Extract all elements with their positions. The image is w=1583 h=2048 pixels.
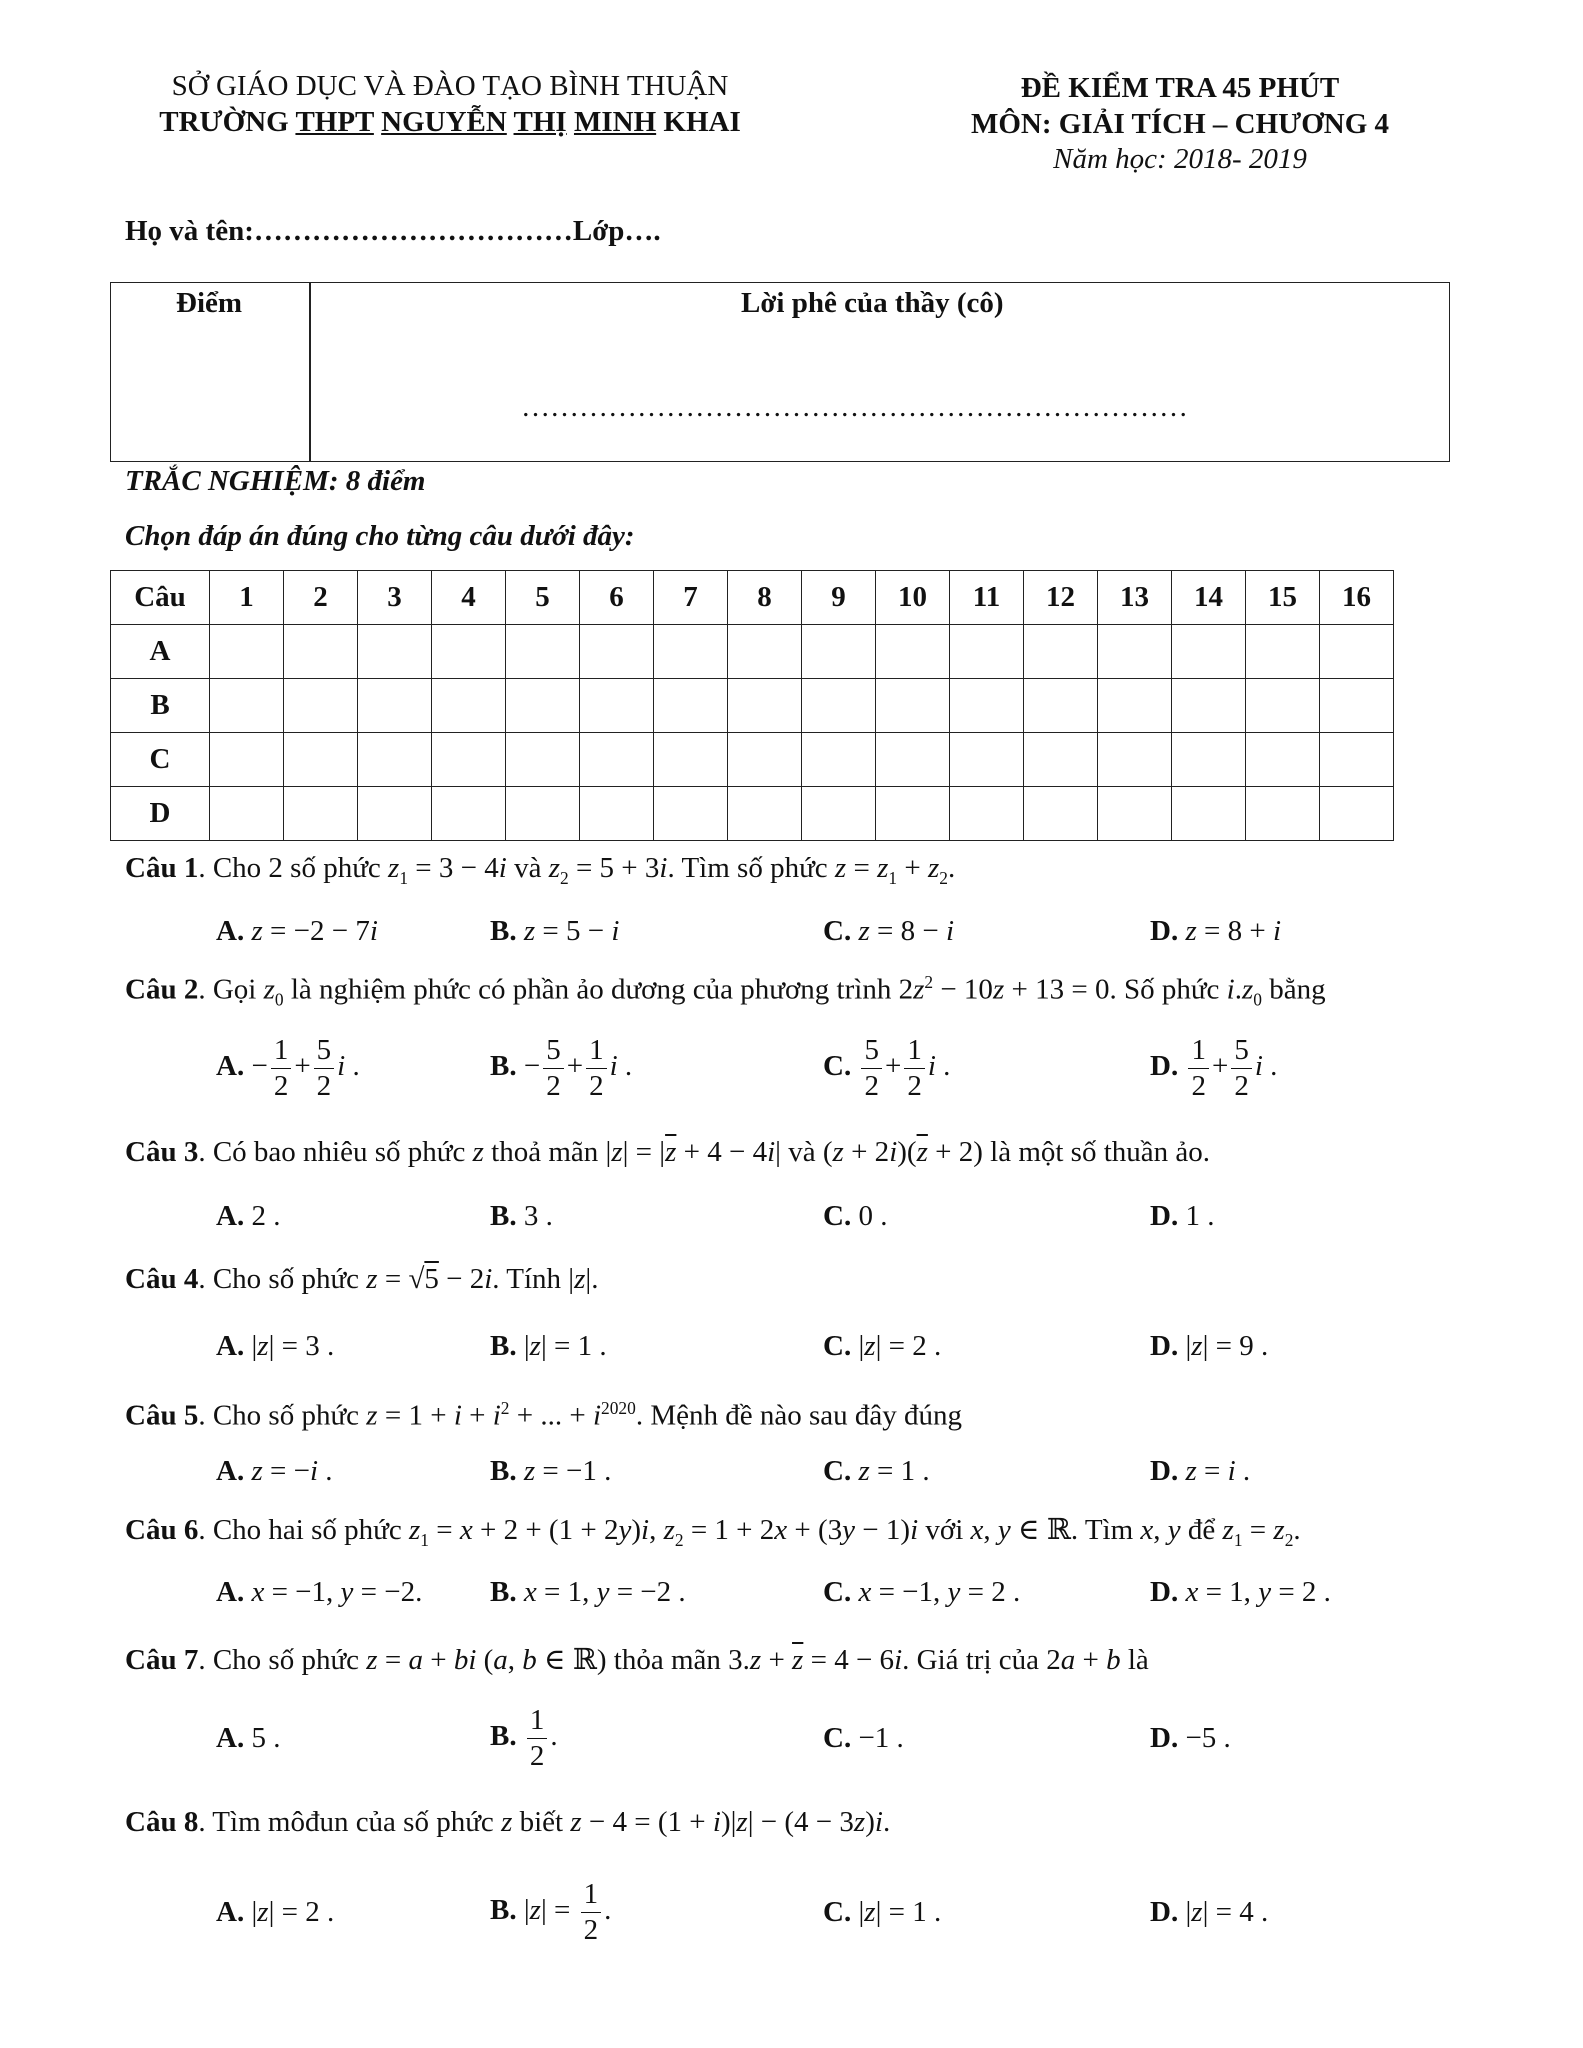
answer-cell[interactable]	[210, 733, 284, 787]
question-number: 8	[728, 571, 802, 625]
q5-option-a[interactable]: A. z = −i .	[216, 1455, 333, 1487]
answer-cell[interactable]	[580, 679, 654, 733]
q2-option-d[interactable]: D. $\frac{1}{2}$ + $\frac{5}{2}$ i .	[1150, 1034, 1278, 1102]
q5-option-d[interactable]: D. z = i .	[1150, 1455, 1251, 1487]
q6-option-a[interactable]: A. x = −1, y = −2.	[216, 1576, 423, 1608]
answer-row-d	[111, 787, 1394, 841]
answer-cell[interactable]	[876, 679, 950, 733]
answer-cell[interactable]	[284, 625, 358, 679]
answer-cell[interactable]	[1024, 787, 1098, 841]
answer-cell[interactable]	[876, 787, 950, 841]
answer-cell[interactable]	[432, 679, 506, 733]
answer-cell[interactable]	[210, 787, 284, 841]
question-number: 10	[876, 571, 950, 625]
answer-cell[interactable]	[802, 787, 876, 841]
q5-option-c[interactable]: C. z = 1 .	[823, 1455, 930, 1487]
answer-cell[interactable]	[284, 787, 358, 841]
q1-option-a[interactable]: A. z = −2 − 7i	[216, 915, 378, 947]
q5-option-b[interactable]: B. z = −1 .	[490, 1455, 612, 1487]
answer-cell[interactable]	[1098, 625, 1172, 679]
answer-cell[interactable]	[654, 787, 728, 841]
answer-cell[interactable]	[506, 787, 580, 841]
q8-option-c[interactable]: C. |z| = 1 .	[823, 1896, 942, 1928]
answer-cell[interactable]	[728, 625, 802, 679]
q3-option-a[interactable]: A. 2 .	[216, 1200, 281, 1232]
answer-cell[interactable]	[1320, 625, 1394, 679]
answer-cell[interactable]	[358, 625, 432, 679]
answer-row-a	[111, 625, 1394, 679]
subject-title: MÔN: GIẢI TÍCH – CHƯƠNG 4	[970, 108, 1390, 140]
answer-cell[interactable]	[876, 625, 950, 679]
q4-option-c[interactable]: C. |z| = 2 .	[823, 1330, 942, 1362]
answer-cell[interactable]	[728, 733, 802, 787]
grade-box	[110, 282, 1450, 462]
row-label: B	[111, 679, 210, 733]
answer-cell[interactable]	[1246, 625, 1320, 679]
answer-cell[interactable]	[950, 733, 1024, 787]
question-number: 16	[1320, 571, 1394, 625]
exam-title: ĐỀ KIỂM TRA 45 PHÚT	[1020, 72, 1340, 104]
question-number: 15	[1246, 571, 1320, 625]
question-number: 13	[1098, 571, 1172, 625]
q1-option-c[interactable]: C. z = 8 − i	[823, 915, 955, 947]
answer-cell[interactable]	[876, 733, 950, 787]
answer-cell[interactable]	[1246, 733, 1320, 787]
q1-option-d[interactable]: D. z = 8 + i	[1150, 915, 1282, 947]
answer-cell[interactable]	[1098, 679, 1172, 733]
grade-box-divider	[309, 283, 311, 461]
question-7: Câu 7. Cho số phức z = a + bi (a, b ∈ ℝ) thỏa mãn $3.z + \overline{z} = 4 - 6i$. Giá trị của 2a + b là	[125, 1644, 1149, 1676]
row-label: A	[111, 625, 210, 679]
answer-cell[interactable]	[580, 733, 654, 787]
answer-cell[interactable]	[1246, 679, 1320, 733]
answer-cell[interactable]	[1172, 679, 1246, 733]
department-name: SỞ GIÁO DỤC VÀ ĐÀO TẠO BÌNH THUẬN	[171, 70, 729, 102]
answer-row-b	[111, 679, 1394, 733]
answer-cell[interactable]	[802, 679, 876, 733]
q6-option-b[interactable]: B. x = 1, y = −2 .	[490, 1576, 686, 1608]
answer-cell[interactable]	[580, 625, 654, 679]
answer-cell[interactable]	[1098, 787, 1172, 841]
student-name-line: Họ và tên:……………………………Lớp….	[125, 215, 661, 247]
answer-cell[interactable]	[1320, 733, 1394, 787]
score-label: Điểm	[176, 287, 243, 319]
question-number: 11	[950, 571, 1024, 625]
q7-option-d[interactable]: D. −5 .	[1150, 1722, 1231, 1754]
answer-cell[interactable]	[358, 679, 432, 733]
q3-option-b[interactable]: B. 3 .	[490, 1200, 553, 1232]
school-name: TRƯỜNG THPT NGUYỄN THỊ MINH KHAI	[159, 106, 741, 138]
answer-cell[interactable]	[580, 787, 654, 841]
answer-cell[interactable]	[1320, 787, 1394, 841]
answer-cell[interactable]	[506, 625, 580, 679]
answer-cell[interactable]	[358, 787, 432, 841]
answer-cell[interactable]	[654, 625, 728, 679]
answer-cell[interactable]	[950, 625, 1024, 679]
question-number: 3	[358, 571, 432, 625]
q7-option-b[interactable]: B. $\frac{1}{2}$ .	[490, 1704, 558, 1772]
answer-cell[interactable]	[950, 679, 1024, 733]
question-number: 14	[1172, 571, 1246, 625]
q2-option-c[interactable]: C. $\frac{5}{2}$ + $\frac{1}{2}$ i .	[823, 1034, 951, 1102]
answer-cell[interactable]	[728, 787, 802, 841]
q2-option-b[interactable]: B. − $\frac{5}{2}$ + $\frac{1}{2}$ i .	[490, 1034, 633, 1102]
q6-option-c[interactable]: C. x = −1, y = 2 .	[823, 1576, 1021, 1608]
answer-cell[interactable]	[432, 733, 506, 787]
answer-sheet-table	[110, 570, 1394, 841]
answer-cell[interactable]	[432, 625, 506, 679]
question-number: 6	[580, 571, 654, 625]
q2-option-a[interactable]: A. − $\frac{1}{2}$ + $\frac{5}{2}$ i .	[216, 1034, 360, 1102]
answer-cell[interactable]	[654, 679, 728, 733]
question-6: Câu 6. Cho hai số phức $z_1 = x + 2 + (1 + 2y)i$, $z_2 = 1 + 2x + (3y - 1)i$ với x, y ∈ ℝ. Tìm x, y để $z_1 = z_2$.	[125, 1514, 1301, 1550]
q8-option-d[interactable]: D. |z| = 4 .	[1150, 1896, 1269, 1928]
q7-option-a[interactable]: A. 5 .	[216, 1722, 281, 1754]
answer-cell[interactable]	[506, 679, 580, 733]
answer-cell[interactable]	[728, 679, 802, 733]
q3-option-c[interactable]: C. 0 .	[823, 1200, 888, 1232]
question-8: Câu 8. Tìm môđun của số phức z biết z − 4 = (1 + i)|z| − (4 − 3z)i.	[125, 1806, 891, 1838]
question-4: Câu 4. Cho số phức z = √5 − 2i. Tính |z|.	[125, 1263, 599, 1295]
comment-dots: ……………………………………………………………	[521, 391, 1188, 423]
q3-option-d[interactable]: D. 1 .	[1150, 1200, 1215, 1232]
corner-cell: Câu	[111, 571, 210, 625]
question-5: Câu 5. Cho số phức $z = 1 + i + i^2$ + ... + $i^{2020}$. Mệnh đề nào sau đây đúng	[125, 1398, 962, 1432]
question-number: 12	[1024, 571, 1098, 625]
question-number: 7	[654, 571, 728, 625]
q4-option-b[interactable]: B. |z| = 1 .	[490, 1330, 607, 1362]
q8-option-b[interactable]: B. |z| = $\frac{1}{2}$ .	[490, 1878, 612, 1946]
answer-cell[interactable]	[358, 733, 432, 787]
answer-cell[interactable]	[1172, 787, 1246, 841]
answer-cell[interactable]	[284, 679, 358, 733]
q8-option-a[interactable]: A. |z| = 2 .	[216, 1896, 335, 1928]
school-year: Năm học: 2018- 2019	[1053, 143, 1307, 175]
answer-cell[interactable]	[802, 733, 876, 787]
q6-option-d[interactable]: D. x = 1, y = 2 .	[1150, 1576, 1331, 1608]
answer-header-row	[111, 571, 1394, 625]
section-instruction: Chọn đáp án đúng cho từng câu dưới đây:	[125, 520, 635, 552]
q4-option-d[interactable]: D. |z| = 9 .	[1150, 1330, 1269, 1362]
answer-cell[interactable]	[1098, 733, 1172, 787]
answer-cell[interactable]	[1172, 733, 1246, 787]
question-number: 4	[432, 571, 506, 625]
question-number: 2	[284, 571, 358, 625]
q7-option-c[interactable]: C. −1 .	[823, 1722, 904, 1754]
answer-cell[interactable]	[1246, 787, 1320, 841]
answer-cell[interactable]	[1024, 733, 1098, 787]
answer-cell[interactable]	[1024, 679, 1098, 733]
answer-cell[interactable]	[1320, 679, 1394, 733]
answer-cell[interactable]	[1172, 625, 1246, 679]
row-label: D	[111, 787, 210, 841]
answer-cell[interactable]	[654, 733, 728, 787]
answer-cell[interactable]	[506, 733, 580, 787]
answer-row-c	[111, 733, 1394, 787]
row-label: C	[111, 733, 210, 787]
question-1: Câu 1. Cho 2 số phức $z_1 = 3 - 4i$ và $z_2 = 5 + 3i$. Tìm số phức $z = z_1 + z_2$.	[125, 852, 956, 888]
section-title: TRẮC NGHIỆM: 8 điểm	[125, 465, 426, 497]
comment-label: Lời phê của thầy (cô)	[741, 287, 1004, 319]
q1-option-b[interactable]: B. z = 5 − i	[490, 915, 620, 947]
q4-option-a[interactable]: A. |z| = 3 .	[216, 1330, 335, 1362]
question-number: 9	[802, 571, 876, 625]
question-2: Câu 2. Gọi $z_0$ là nghiệm phức có phần ảo dương của phương trình $2z^2 - 10z + 13 = 0$. Số phức $i.z_0$ bằng	[125, 972, 1326, 1010]
question-number: 5	[506, 571, 580, 625]
answer-cell[interactable]	[210, 679, 284, 733]
answer-cell[interactable]	[1024, 625, 1098, 679]
answer-cell[interactable]	[210, 625, 284, 679]
answer-cell[interactable]	[802, 625, 876, 679]
answer-cell[interactable]	[284, 733, 358, 787]
question-number: 1	[210, 571, 284, 625]
question-3: Câu 3. Có bao nhiêu số phức z thoả mãn $|z| = |\overline{z} + 4 - 4i|$ và $(z + 2i)(\overline{z} + 2)$ là một số thuần ảo.	[125, 1136, 1211, 1168]
answer-cell[interactable]	[432, 787, 506, 841]
answer-cell[interactable]	[950, 787, 1024, 841]
